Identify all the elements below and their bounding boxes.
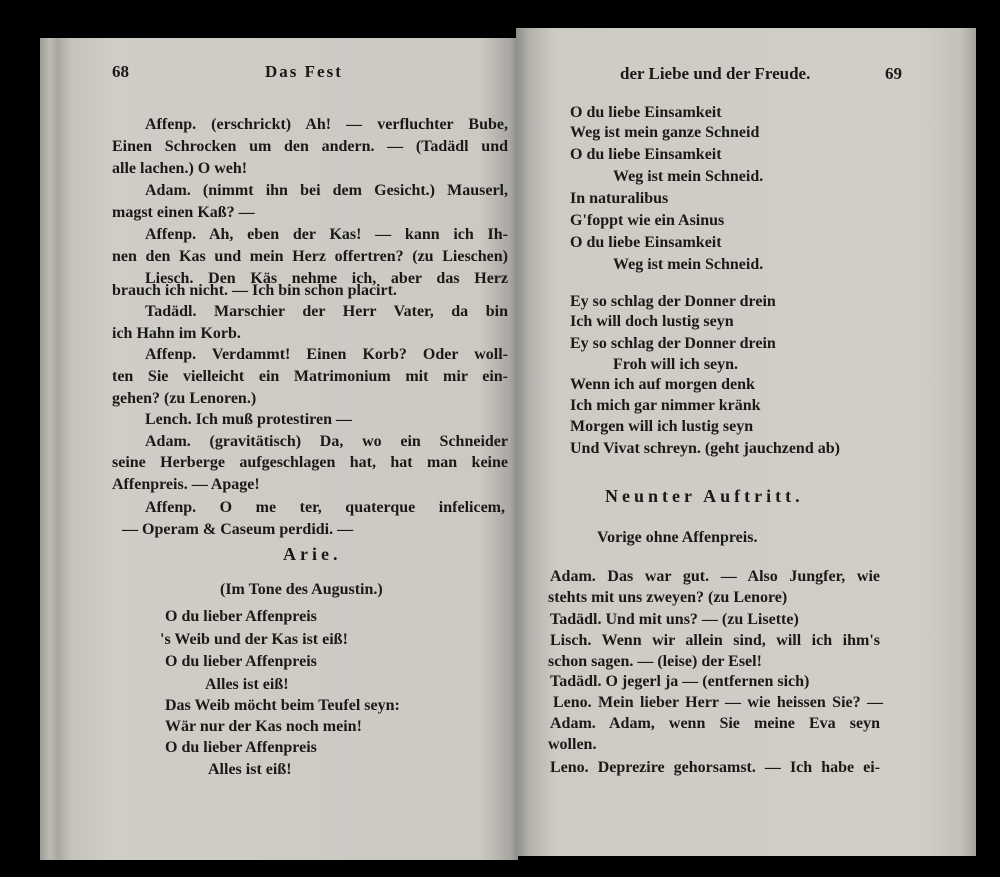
left-page-text-line: O du lieber Affenpreis bbox=[165, 653, 317, 670]
right-page-text-line: Froh will ich seyn. bbox=[613, 356, 739, 373]
left-page-text-line: seine Herberge aufgeschlagen hat, hat man keine bbox=[112, 454, 508, 471]
right-page-text-line: wollen. bbox=[548, 736, 597, 753]
left-page-text-line: Adam. (gravitätisch) Da, wo ein Schneider bbox=[145, 433, 508, 450]
right-page-text-line: Adam. Adam, wenn Sie meine Eva seyn bbox=[550, 715, 880, 732]
right-page-text-line: Weg ist mein ganze Schneid bbox=[570, 124, 760, 141]
right-page-text-line: Morgen will ich lustig seyn bbox=[570, 418, 754, 435]
left-page-text-line: Arie. bbox=[283, 544, 342, 564]
left-page-text-line: ten Sie vielleicht ein Matrimonium mit mir ein- bbox=[112, 368, 508, 385]
right-page-text-line: Tadädl. O jegerl ja — (entfernen sich) bbox=[550, 673, 810, 690]
right-page-text-line: Ey so schlag der Donner drein bbox=[570, 335, 776, 352]
left-page-text-line: — Operam & Caseum perdidi. — bbox=[122, 521, 354, 538]
right-page-text-line: schon sagen. — (leise) der Esel! bbox=[548, 653, 762, 670]
right-running-head: der Liebe und der Freude. bbox=[620, 64, 811, 83]
right-page-text-line: O du liebe Einsamkeit bbox=[570, 234, 722, 251]
right-page-text-line: O du liebe Einsamkeit bbox=[570, 146, 722, 163]
right-page-text-line: Neunter Auftritt. bbox=[605, 486, 804, 506]
right-page-text-line: In naturalibus bbox=[570, 190, 669, 207]
right-page-text-line: O du liebe Einsamkeit bbox=[570, 104, 722, 121]
right-page-text-line: Wenn ich auf morgen denk bbox=[570, 376, 755, 393]
right-page-text-line: Ey so schlag der Donner drein bbox=[570, 293, 776, 310]
left-page-text-line: O du lieber Affenpreis bbox=[165, 739, 317, 756]
left-page-text-line: Tadädl. Marschier der Herr Vater, da bin bbox=[145, 303, 508, 320]
right-page-text-line: Leno. Deprezire gehorsamst. — Ich habe ei- bbox=[550, 759, 880, 776]
left-page-text-line: Einen Schrocken um den andern. — (Tadädl und bbox=[112, 138, 508, 155]
left-page-text-line: ich Hahn im Korb. bbox=[112, 325, 241, 342]
left-page-text-line: brauch ich nicht. — Ich bin schon placirt. bbox=[112, 282, 397, 299]
right-page-text-line: Tadädl. Und mit uns? — (zu Lisette) bbox=[550, 611, 799, 628]
left-page-text-line: nen den Kas und mein Herz offertren? (zu Lieschen) bbox=[112, 248, 508, 265]
left-page-text-line: alle lachen.) O weh! bbox=[112, 160, 248, 177]
left-page-text-line: Affenpreis. — Apage! bbox=[112, 476, 260, 493]
left-page-text-line: Das Weib möcht beim Teufel seyn: bbox=[165, 697, 400, 714]
right-page-text-line: Weg ist mein Schneid. bbox=[613, 168, 764, 185]
left-page-text-line: 's Weib und der Kas ist eiß! bbox=[160, 631, 348, 648]
right-page-text-line: Und Vivat schreyn. (geht jauchzend ab) bbox=[570, 440, 840, 457]
left-page-text-line: Liesch. Den Käs nehme ich, aber das Herz bbox=[145, 270, 508, 287]
right-page-text-line: G'foppt wie ein Asinus bbox=[570, 212, 725, 229]
left-page-text-line: (Im Tone des Augustin.) bbox=[220, 581, 383, 598]
left-page-text-line: gehen? (zu Lenoren.) bbox=[112, 390, 257, 407]
left-page-text-line: magst einen Kaß? — bbox=[112, 204, 255, 221]
left-page-text-line: Affenp. O me ter, quaterque infelicem, bbox=[145, 499, 505, 516]
right-page-text-line: stehts mit uns zweyen? (zu Lenore) bbox=[548, 589, 788, 606]
left-page-text-line: Adam. (nimmt ihn bei dem Gesicht.) Mauserl, bbox=[145, 182, 508, 199]
right-page-text-line: Adam. Das war gut. — Also Jungfer, wie bbox=[550, 568, 880, 585]
right-page-number: 69 bbox=[885, 64, 902, 83]
left-page-text-line: O du lieber Affenpreis bbox=[165, 608, 317, 625]
left-page-text-line: Affenp. Verdammt! Einen Korb? Oder woll- bbox=[145, 346, 508, 363]
left-page-text-line: Alles ist eiß! bbox=[208, 761, 292, 778]
right-page-text-line: Ich will doch lustig seyn bbox=[570, 313, 734, 330]
left-page-text-line: Affenp. Ah, eben der Kas! — kann ich Ih- bbox=[145, 226, 508, 243]
left-page-text-line: Affenp. (erschrickt) Ah! — verfluchter Bube, bbox=[145, 116, 508, 133]
right-page-text-line: Weg ist mein Schneid. bbox=[613, 256, 764, 273]
right-page-text-line: Ich mich gar nimmer kränk bbox=[570, 397, 761, 414]
left-page-text-line: Alles ist eiß! bbox=[205, 676, 289, 693]
right-page-text-line: Vorige ohne Affenpreis. bbox=[597, 529, 758, 546]
left-page-text-line: Lench. Ich muß protestiren — bbox=[145, 411, 352, 428]
left-page-number: 68 bbox=[112, 62, 129, 81]
left-running-head: Das Fest bbox=[265, 62, 343, 81]
left-page-text-line: Wär nur der Kas noch mein! bbox=[165, 718, 362, 735]
right-page-text-line: Leno. Mein lieber Herr — wie heissen Sie? — bbox=[553, 694, 883, 711]
right-page-text-line: Lisch. Wenn wir allein sind, will ich ihm's bbox=[550, 632, 880, 649]
